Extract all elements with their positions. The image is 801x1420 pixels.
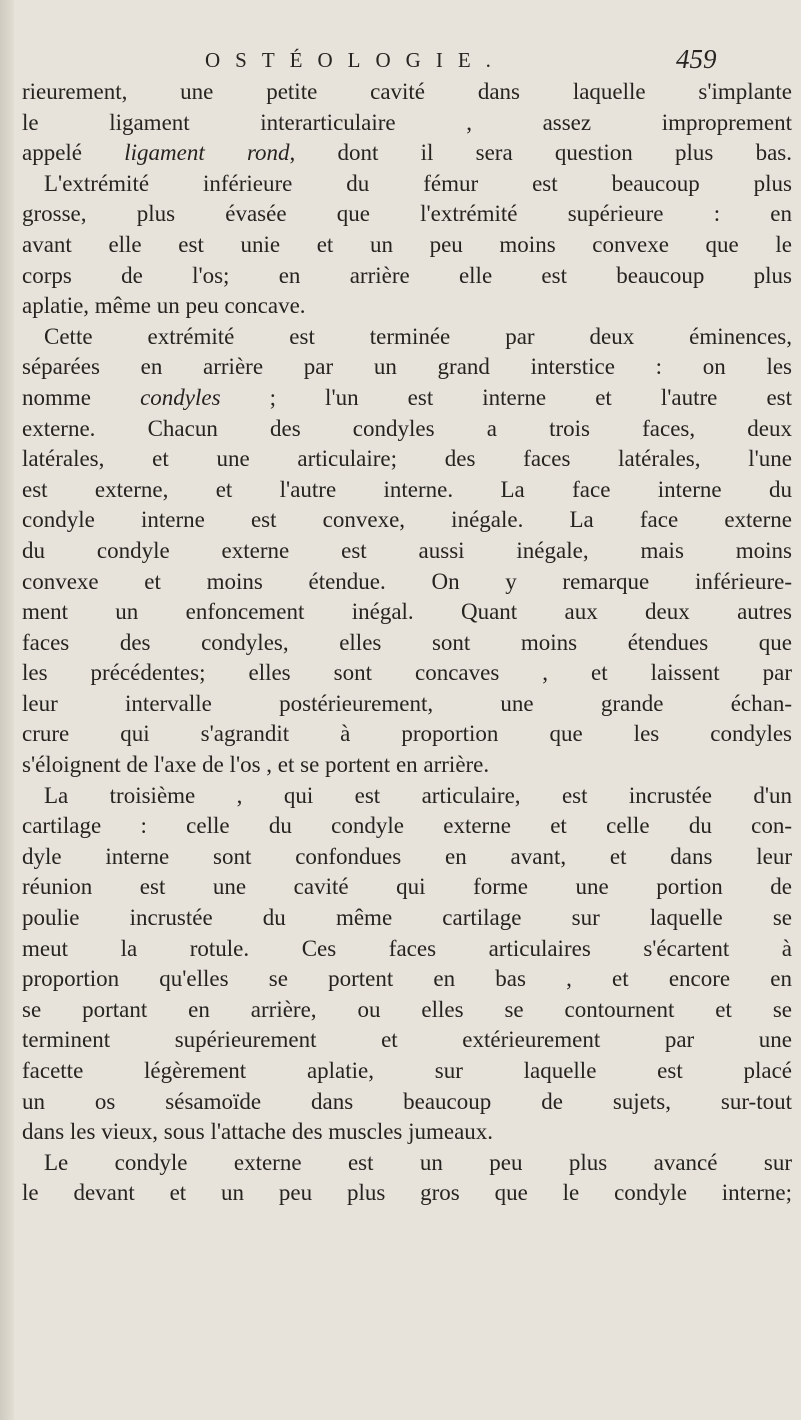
text-line: cartilage : celle du condyle externe et celle du con- <box>22 813 792 839</box>
text-line: ment un enfoncement inégal. Quant aux deux autres <box>22 599 792 625</box>
text-line: se portant en arrière, ou elles se contournent et se <box>22 996 792 1022</box>
text-line: avant elle est unie et un peu moins convexe que le <box>22 231 792 257</box>
text-line: rieurement, une petite cavité dans laquelle s'implante <box>22 79 792 104</box>
text-segment: ; l'un est interne et l'autre est <box>220 384 792 410</box>
text-line: aplatie, même un peu concave. <box>22 293 306 319</box>
running-title: OSTÉOLOGIE. <box>205 48 506 72</box>
text-line <box>22 383 792 414</box>
text-line: le ligament interarticulaire , assez improprement <box>22 109 792 135</box>
italic-term: condyles <box>140 384 221 410</box>
text-line: dans les vieux, sous l'attache des muscles jumeaux. <box>22 1119 494 1145</box>
text-line: meut la rotule. Ces faces articulaires s'écartent à <box>22 935 792 961</box>
text-line: le devant et un peu plus gros que le condyle interne; <box>22 1180 792 1206</box>
text-line <box>22 138 792 169</box>
text-segment: nomme <box>22 384 141 410</box>
text-line: L'extrémité inférieure du fémur est beaucoup plus <box>44 170 792 196</box>
text-line: corps de l'os; en arrière elle est beaucoup plus <box>22 262 792 288</box>
text-line: convexe et moins étendue. On y remarque inférieure- <box>22 568 792 594</box>
text-line: proportion qu'elles se portent en bas , et encore en <box>22 966 792 992</box>
text-line: faces des condyles, elles sont moins étendues que <box>22 629 792 655</box>
text-line: crure qui s'agrandit à proportion que les condyles <box>22 721 792 747</box>
text-line: est externe, et l'autre interne. La face interne du <box>22 476 792 502</box>
text-line: dyle interne sont confondues en avant, et dans leur <box>22 843 792 869</box>
text-line: séparées en arrière par un grand interstice : on les <box>22 354 792 380</box>
text-line: s'éloignent de l'axe de l'os , et se portent en arrière. <box>22 752 490 778</box>
italic-term: ligament rond <box>124 140 290 166</box>
text-line: condyle interne est convexe, inégale. La face externe <box>22 507 792 533</box>
text-line: Cette extrémité est terminée par deux éminences, <box>44 323 792 349</box>
text-line: les précédentes; elles sont concaves , et laissent par <box>22 660 792 686</box>
text-segment: appelé <box>22 140 125 166</box>
text-line: externe. Chacun des condyles a trois faces, deux <box>22 415 792 441</box>
body-text <box>22 77 792 1209</box>
text-line: terminent supérieurement et extérieurement par une <box>22 1027 792 1053</box>
text-line: La troisième , qui est articulaire, est incrustée d'un <box>44 782 792 808</box>
page-number: 459 <box>676 44 717 74</box>
text-line: grosse, plus évasée que l'extrémité supérieure : en <box>22 201 792 227</box>
text-line: du condyle externe est aussi inégale, mais moins <box>22 537 792 563</box>
text-line: poulie incrustée du même cartilage sur laquelle se <box>22 905 792 931</box>
page-edge <box>0 0 14 1420</box>
text-line: leur intervalle postérieurement, une grande échan- <box>22 690 792 716</box>
text-line: Le condyle externe est un peu plus avancé sur <box>44 1149 792 1175</box>
text-line: un os sésamoïde dans beaucoup de sujets, sur-tout <box>22 1088 792 1114</box>
text-line: facette légèrement aplatie, sur laquelle est placé <box>22 1058 792 1083</box>
text-segment: , dont il sera question plus bas. <box>289 140 792 166</box>
text-line: latérales, et une articulaire; des faces latérales, l'une <box>22 446 792 472</box>
text-line: réunion est une cavité qui forme une portion de <box>22 874 792 900</box>
